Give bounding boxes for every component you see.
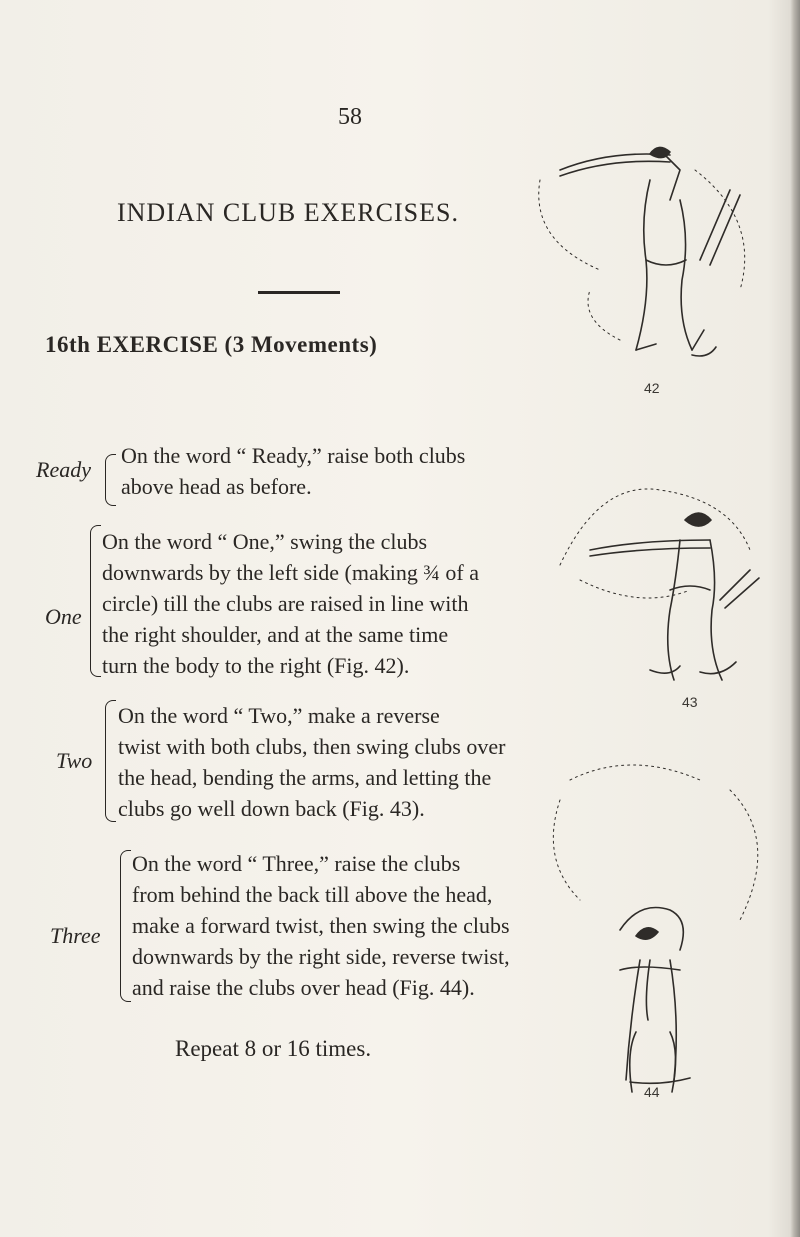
repeat-instruction: Repeat 8 or 16 times. [175, 1036, 372, 1061]
movement-label-three: Three [50, 923, 101, 948]
movement-text-one [102, 526, 552, 681]
brace-three [120, 850, 131, 1002]
one-line-5: turn the body to the right (Fig. 42). [102, 653, 410, 678]
one-line-2: downwards by the left side (making ¾ of a [102, 560, 479, 585]
three-line-3: make a forward twist, then swing the clubs [132, 913, 510, 938]
figure-42-illustration [520, 140, 760, 380]
two-line-1: On the word “ Two,” make a reverse [118, 703, 440, 728]
three-line-1: On the word “ Three,” raise the clubs [132, 851, 461, 876]
one-line-3: circle) till the clubs are raised in line with [102, 591, 469, 616]
three-line-4: downwards by the right side, reverse twist, [132, 944, 510, 969]
three-line-5: and raise the clubs over head (Fig. 44). [132, 975, 475, 1000]
two-line-2: twist with both clubs, then swing clubs over [118, 734, 506, 759]
one-line-4: the right shoulder, and at the same time [102, 622, 449, 647]
brace-one [90, 525, 101, 677]
figure-44-label: 44 [644, 1084, 660, 1100]
movement-text-two [118, 700, 598, 824]
ready-line-1: On the word “ Ready,” raise both clubs [121, 443, 466, 468]
page-number: 58 [338, 104, 362, 130]
page-edge-shadow [790, 0, 800, 1237]
movement-label-ready: Ready [36, 457, 91, 482]
three-line-2: from behind the back till above the head, [132, 882, 493, 907]
brace-ready [105, 454, 116, 506]
figure-43-illustration [520, 440, 760, 680]
movement-text-ready [121, 440, 501, 502]
one-line-1: On the word “ One,” swing the clubs [102, 529, 428, 554]
chapter-title: INDIAN CLUB EXERCISES. [117, 198, 459, 227]
movement-label-two: Two [56, 748, 93, 773]
exercise-heading: 16th EXERCISE (3 Movements) [45, 332, 378, 357]
two-line-3: the head, bending the arms, and letting the [118, 765, 492, 790]
title-rule [258, 291, 340, 294]
movement-text-three [132, 848, 572, 1003]
brace-two [105, 700, 116, 822]
ready-line-2: above head as before. [121, 474, 312, 499]
figure-43-label: 43 [682, 694, 698, 710]
two-line-4: clubs go well down back (Fig. 43). [118, 796, 425, 821]
figure-42-label: 42 [644, 380, 660, 396]
movement-label-one: One [45, 604, 82, 629]
